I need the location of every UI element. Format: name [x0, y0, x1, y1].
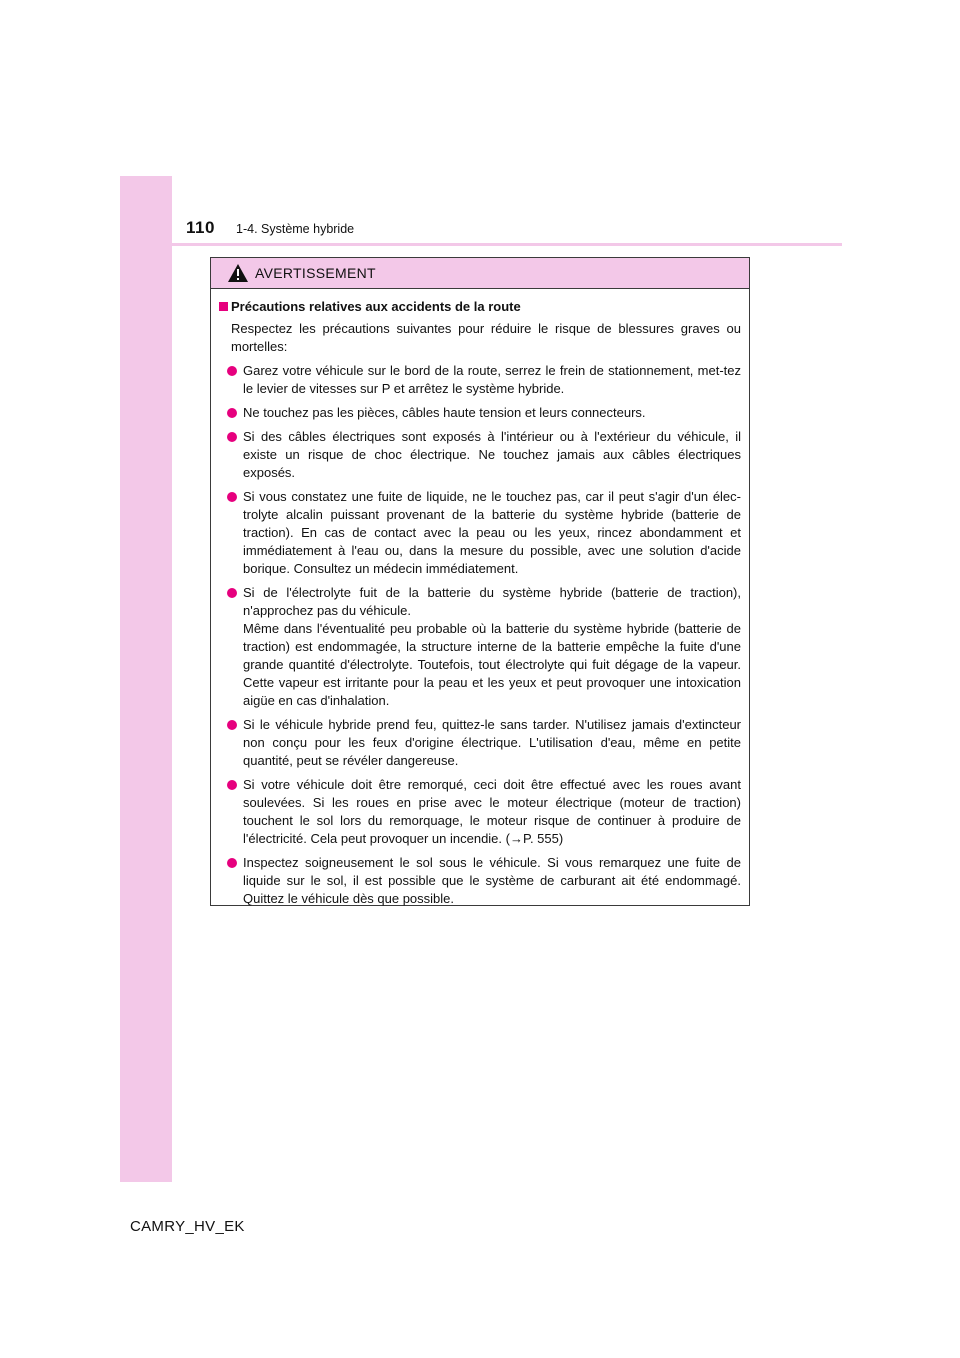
bullet-dot-icon [227, 492, 237, 502]
warning-heading-text: Précautions relatives aux accidents de la route [231, 299, 521, 314]
side-tab-band [120, 176, 172, 1182]
bullet-dot-icon [227, 858, 237, 868]
list-item-text: Ne touchez pas les pièces, câbles haute tension et leurs connecteurs. [243, 405, 646, 420]
warning-title: AVERTISSEMENT [255, 265, 376, 281]
document-code: CAMRY_HV_EK [130, 1218, 245, 1235]
bullet-dot-icon [227, 780, 237, 790]
warning-heading [219, 298, 741, 316]
list-item [219, 362, 741, 398]
warning-body [219, 298, 741, 914]
list-item-text: Si votre véhicule doit être remorqué, ceci doit être effectué avec les roues avant soulevées. Si les roues en prise avec le moteur électrique (moteur de traction) touchent le sol lors du remorquage, le moteur risque de continuer à produire de l'électricité. Cela peut provoquer un incendie. (→P. 555) [243, 777, 741, 846]
bullet-dot-icon [227, 720, 237, 730]
list-item [219, 584, 741, 710]
list-item-text: Garez votre véhicule sur le bord de la route, serrez le frein de stationnement, met-tez le levier de vitesses sur P et arrêtez le système hybride. [243, 363, 741, 396]
section-title: 1-4. Système hybride [236, 222, 355, 236]
warning-intro: Respectez les précautions suivantes pour réduire le risque de blessures graves ou mortelles: [231, 321, 741, 354]
warning-header [211, 258, 749, 289]
list-item-text: Si de l'électrolyte fuit de la batterie du système hybride (batterie de traction), n'approchez pas du véhicule. Même dans l'éventualité peu probable où la batterie du système hybride (batterie de traction) est endommagée, la structure interne de la batterie empêche la fuite d'une grande quantité d'électrolyte. Toutefois, tout électrolyte qui fuit dégage de la vapeur. Cette vapeur est irritante pour la peau et les yeux et peut provoquer une intoxication aigüe en cas d'inhalation. [243, 585, 741, 708]
bullet-dot-icon [227, 408, 237, 418]
list-item-text: Si vous constatez une fuite de liquide, ne le touchez pas, car il peut s'agir d'un élec-trolyte alcalin puissant provenant de la batterie du système hybride (batterie de traction). En cas de contact avec la peau ou les yeux, rincez abondamment et immédiatement à l'eau ou, dans la mesure du possible, avec une solution d'acide borique. Consultez un médecin immédiatement. [243, 489, 741, 576]
bullet-list [219, 362, 741, 908]
list-item [219, 854, 741, 908]
list-item-text: Si le véhicule hybride prend feu, quittez-le sans tarder. N'utilisez jamais d'extincteur non conçu pour les feux d'origine électrique. L'utilisation d'eau, même en petite quantité, peut se révéler dangereuse. [243, 717, 741, 768]
bullet-dot-icon [227, 432, 237, 442]
header-rule [120, 243, 842, 246]
list-item [219, 488, 741, 578]
page-number: 110 [186, 218, 215, 237]
warning-box [210, 257, 750, 906]
square-bullet-icon [219, 302, 228, 311]
warning-triangle-icon [227, 263, 249, 283]
list-item-text: Si des câbles électriques sont exposés à l'intérieur ou à l'extérieur du véhicule, il existe un risque de choc électrique. Ne touchez jamais aux câbles électriques exposés. [243, 429, 741, 480]
bullet-dot-icon [227, 366, 237, 376]
list-item [219, 716, 741, 770]
list-item-text: Inspectez soigneusement le sol sous le véhicule. Si vous remarquez une fuite de liquide sur le sol, il est possible que le système de carburant ait été endommagé. Quittez le véhicule dès que possible. [243, 855, 741, 906]
list-item [219, 404, 741, 422]
list-item [219, 776, 741, 848]
bullet-dot-icon [227, 588, 237, 598]
list-item [219, 428, 741, 482]
